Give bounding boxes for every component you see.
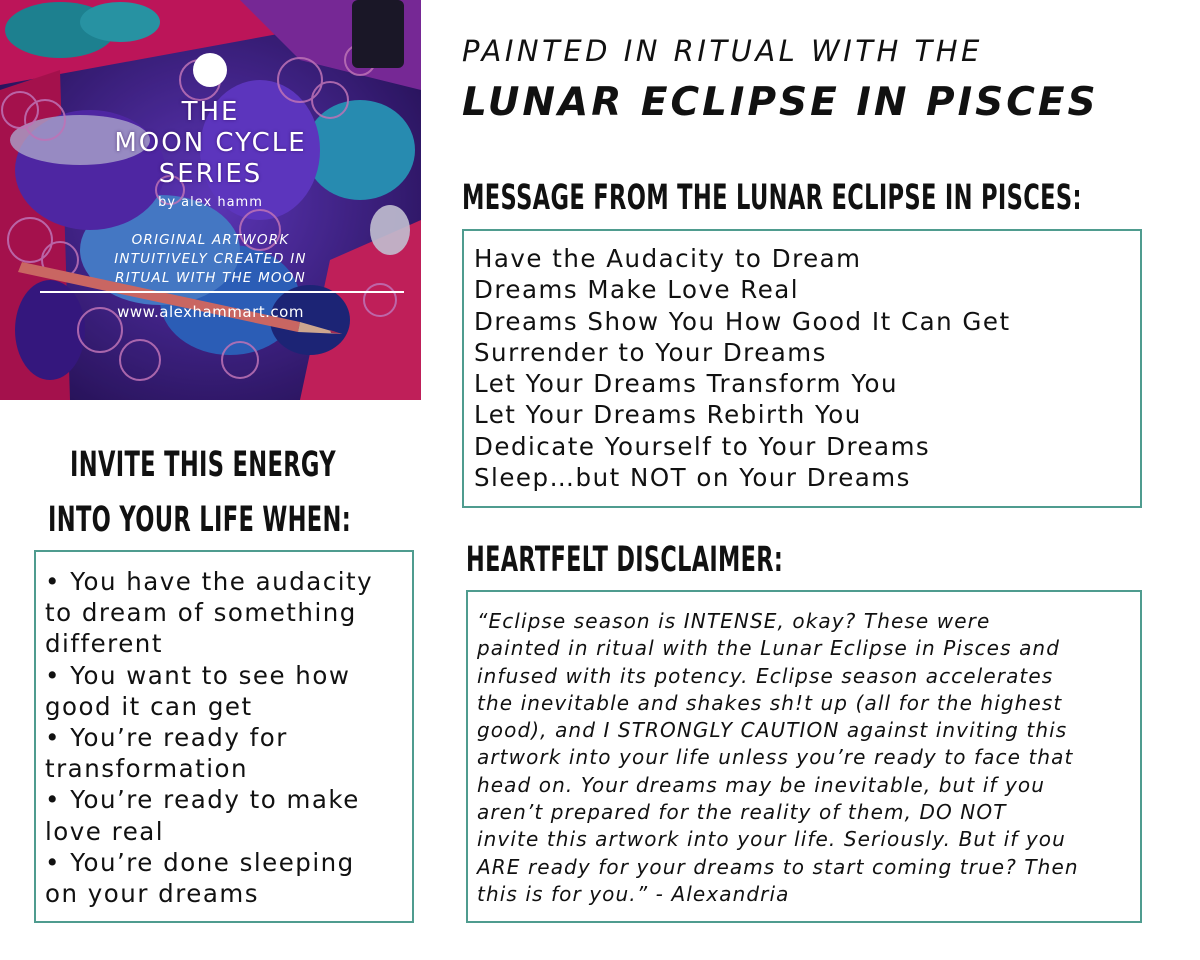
invite-line: • You’re done sleeping	[45, 847, 355, 877]
disclaimer-line: infused with its potency. Eclipse season accelerates	[477, 663, 1054, 688]
invite-line: • You want to see how	[45, 660, 351, 690]
disclaimer-line: aren’t prepared for the reality of them, DO NOT	[477, 800, 1007, 825]
message-line: Dreams Show You How Good It Can Get	[474, 306, 1011, 336]
message-line: Dedicate Yourself to Your Dreams	[474, 431, 931, 461]
invite-line: • You’re ready to make	[45, 785, 360, 815]
message-line: Let Your Dreams Rebirth You	[474, 400, 862, 430]
invite-line: to dream of something	[45, 598, 357, 628]
page-title: LUNAR ECLIPSE IN PISCES	[462, 80, 1099, 125]
message-line: Dreams Make Love Real	[474, 275, 800, 305]
disclaimer-box	[466, 590, 1142, 923]
invite-box	[34, 550, 414, 923]
invite-line: different	[45, 629, 163, 659]
invite-line: • You’re ready for	[45, 723, 288, 753]
pre-title: PAINTED IN RITUAL WITH THE	[462, 34, 983, 68]
series-title-line: THE	[181, 97, 240, 127]
message-box	[462, 229, 1142, 508]
disclaimer-line: this is for you.” - Alexandria	[477, 881, 790, 906]
invite-line: good it can get	[45, 691, 253, 721]
artist-byline: by alex hamm	[158, 195, 263, 210]
disclaimer-heading: HEARTFELT DISCLAIMER:	[466, 540, 784, 580]
disclaimer-line: artwork into your life unless you’re ready to face that	[477, 745, 1074, 770]
disclaimer-line: “Eclipse season is INTENSE, okay? These were	[477, 609, 991, 633]
series-title-line: SERIES	[158, 159, 263, 189]
artwork-caption-line: ORIGINAL ARTWORK	[131, 232, 290, 248]
artwork-image	[0, 0, 421, 400]
caption-divider	[40, 291, 404, 293]
message-line: Surrender to Your Dreams	[474, 337, 827, 367]
invite-line: on your dreams	[45, 879, 259, 909]
disclaimer-line: painted in ritual with the Lunar Eclipse in Pisces and	[477, 636, 1060, 661]
invite-line: transformation	[45, 754, 249, 784]
artwork-caption-line: INTUITIVELY CREATED IN	[114, 251, 307, 267]
invite-heading-line: INTO YOUR LIFE WHEN:	[48, 500, 352, 540]
message-line: Have the Audacity to Dream	[474, 244, 862, 273]
invite-line: • You have the audacity	[45, 567, 374, 596]
message-line: Sleep…but NOT on Your Dreams	[474, 463, 911, 493]
disclaimer-line: head on. Your dreams may be inevitable, but if you	[477, 772, 1046, 797]
disclaimer-line: the inevitable and shakes sh!t up (all for the highest	[477, 690, 1063, 715]
artwork-overlay	[0, 0, 421, 400]
artwork-caption-line: RITUAL WITH THE MOON	[115, 270, 306, 286]
website-link[interactable]: www.alexhammart.com	[117, 303, 304, 321]
invite-heading-line: INVITE THIS ENERGY	[70, 445, 336, 485]
invite-line: love real	[45, 816, 165, 846]
disclaimer-line: ARE ready for your dreams to start coming true? Then	[477, 854, 1079, 879]
message-line: Let Your Dreams Transform You	[474, 369, 899, 399]
series-title-line: MOON CYCLE	[114, 128, 307, 158]
disclaimer-line: good), and I STRONGLY CAUTION against inviting this	[477, 718, 1068, 743]
message-heading: MESSAGE FROM THE LUNAR ECLIPSE IN PISCES:	[462, 178, 1082, 218]
disclaimer-line: invite this artwork into your life. Seriously. But if you	[477, 827, 1066, 852]
